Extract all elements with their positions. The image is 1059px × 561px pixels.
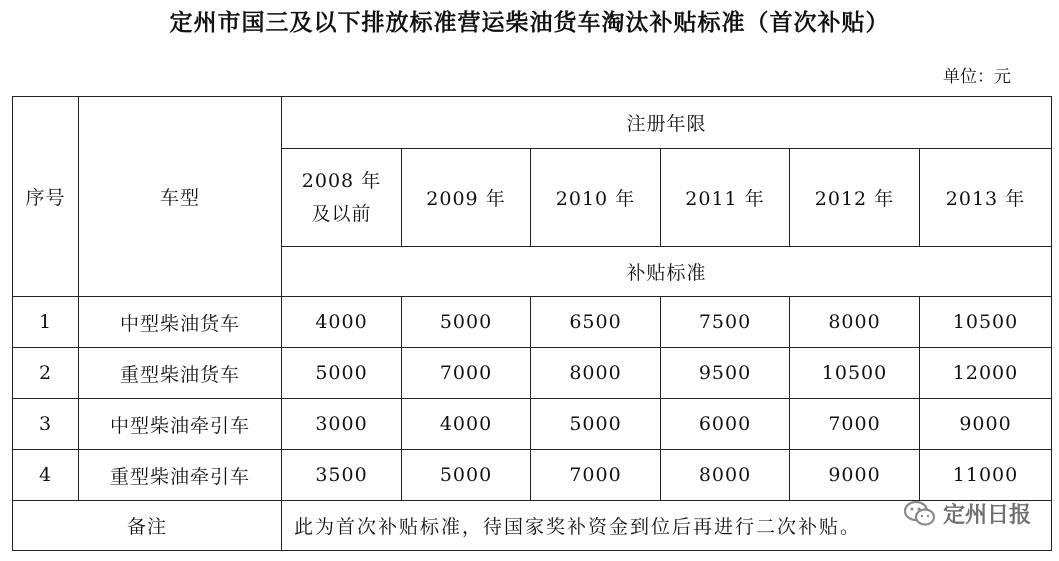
- row-value: 3000: [282, 399, 402, 450]
- row-seq: 2: [13, 348, 79, 399]
- remark-label: 备注: [13, 501, 282, 551]
- row-seq: 3: [13, 399, 79, 450]
- row-value: 10500: [920, 297, 1052, 348]
- header-seq: 序号: [13, 97, 79, 297]
- row-value: 6500: [531, 297, 661, 348]
- row-value: 9500: [661, 348, 790, 399]
- watermark: [903, 498, 1031, 529]
- table-row: [13, 450, 1052, 501]
- row-value: 12000: [920, 348, 1052, 399]
- row-model: 重型柴油牵引车: [79, 450, 282, 501]
- row-value: 8000: [531, 348, 661, 399]
- header-year-2008: 2008 年及以前: [282, 149, 402, 247]
- page-title: 定州市国三及以下排放标准营运柴油货车淘汰补贴标准（首次补贴）: [169, 9, 890, 36]
- row-value: 11000: [920, 450, 1052, 501]
- wechat-icon: [903, 499, 937, 529]
- row-value: 5000: [402, 450, 531, 501]
- row-value: 5000: [531, 399, 661, 450]
- header-year-2010: 2010 年: [531, 149, 661, 247]
- subsidy-table: [12, 96, 1052, 551]
- table-row: [13, 297, 1052, 348]
- row-value: 7000: [402, 348, 531, 399]
- row-value: 5000: [402, 297, 531, 348]
- row-value: 3500: [282, 450, 402, 501]
- header-model: 车型: [79, 97, 282, 297]
- remark-row: [13, 501, 1052, 551]
- row-model: 重型柴油货车: [79, 348, 282, 399]
- row-value: 8000: [790, 297, 920, 348]
- row-value: 8000: [661, 450, 790, 501]
- row-value: 9000: [920, 399, 1052, 450]
- row-value: 9000: [790, 450, 920, 501]
- header-year-2013: 2013 年: [920, 149, 1052, 247]
- header-subsidy: 补贴标准: [282, 247, 1052, 297]
- header-year-2009: 2009 年: [402, 149, 531, 247]
- row-value: 7000: [531, 450, 661, 501]
- remark-text: 此为首次补贴标准，待国家奖补资金到位后再进行二次补贴。: [282, 501, 1052, 551]
- row-seq: 1: [13, 297, 79, 348]
- header-year-2011: 2011 年: [661, 149, 790, 247]
- row-value: 6000: [661, 399, 790, 450]
- table-row: [13, 399, 1052, 450]
- row-value: 7000: [790, 399, 920, 450]
- header-reg-years: 注册年限: [282, 97, 1052, 149]
- row-model: 中型柴油货车: [79, 297, 282, 348]
- header-year-2012: 2012 年: [790, 149, 920, 247]
- row-model: 中型柴油牵引车: [79, 399, 282, 450]
- row-value: 10500: [790, 348, 920, 399]
- row-value: 5000: [282, 348, 402, 399]
- row-value: 7500: [661, 297, 790, 348]
- table-row: [13, 348, 1052, 399]
- row-value: 4000: [282, 297, 402, 348]
- row-seq: 4: [13, 450, 79, 501]
- row-value: 4000: [402, 399, 531, 450]
- watermark-text: 定州日报: [942, 503, 1031, 528]
- unit-label: 单位：元: [943, 67, 1011, 87]
